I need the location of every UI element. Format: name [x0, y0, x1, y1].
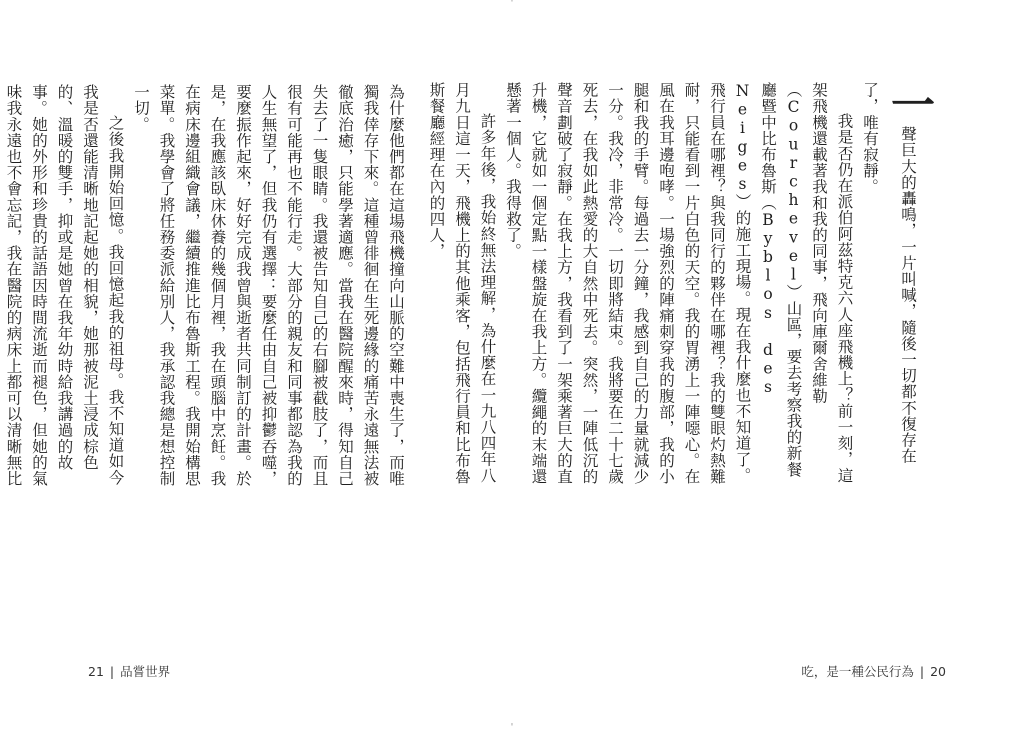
right-page-body: [427, 82, 934, 492]
left-page-number: 21: [88, 664, 104, 679]
left-paragraph-2: 之後我開始回憶。我回憶起我的祖母。我不知道如今我是否還能清晰地記起她的相貌，她那被泥土浸成棕色的、溫暖的雙手，抑或是她曾在我年幼時給我講過的故事。她的外形和珍貴的話語因時間流逝而褪色，但她的氣味我永遠也不會忘記，我在醫院的病床上都可以清晰無比: [4, 84, 125, 487]
right-paragraph-1-text: 聲巨大的轟鳴，一片叫喊，隨後一切都不復存在了，唯有寂靜。: [861, 82, 917, 465]
left-page-body: [4, 84, 408, 494]
right-page-number: 20: [930, 664, 946, 679]
right-paragraph-1: [857, 82, 934, 492]
right-page: [427, 0, 1024, 732]
right-running-title: 吃，是一種公民行為: [801, 664, 914, 679]
footer-divider: |: [109, 664, 115, 679]
right-paragraph-3: 許多年後，我始終無法理解，為什麼在一九八四年八月九日這一天，飛機上的其他乘客，包括飛行員和比布魯斯餐廳經理在內的四人，: [427, 82, 497, 485]
left-paragraph-1: 為什麼他們都在這場飛機撞向山脈的空難中喪生了，而唯獨我倖存下來。這種曾徘徊在生死邊緣的痛苦永遠無法被徹底治癒，只能學著適應。當我在醫院醒來時，得知自己失去了一隻眼睛。我還被告知自己的右腳被截肢了，而且很有可能再也不能行走。大部分的親友和同事都認為我的人生無望了，但我仍有選擇：要麼任由自己被抑鬱吞噬，要麼振作起來，好好完成我曾與逝者共同制訂的計畫。於是，在我應該臥床休養的幾個月裡，我在頭腦中烹飪。我在病床邊組織會議，繼續推進比布魯斯工程。我開始構思菜單。我學會了將任務委派給別人，我承認我總是想控制一切。: [132, 84, 405, 487]
left-running-title: 品嘗世界: [120, 664, 171, 679]
right-paragraph-2: 我是否仍在派伯阿茲特克六人座飛機上？前一刻，這架飛機還載著我和我的同事，飛向庫爾舍維勒（Courchevel）山區，要去考察我的新餐廳暨中比布魯斯（Byblos des Neiges）的施工現場。現在我什麼也不知道了。飛行員在哪裡？與我同行的夥伴在哪裡？我的雙眼灼熱難耐，只能看到一片白色的天空。我的胃湧上一陣噁心。在風在我耳邊咆哮。一場強烈的陣痛刺穿我的腹部，我的小腿和我的手臂。每過去一分鐘，我感到自己的力量就減少一分。我冷，非常冷。一切即將結束。我將要在二十七歲死去，在我如此熱愛的大自然中死去。突然，一陣低沉的聲音劃破了寂靜。在我上方，我看到了一架乘著巨大的直升機，它就如一個定點一樣盤旋在我上方。纜繩的末端還懸著一個人。我得救了。: [504, 82, 854, 485]
right-page-footer: [801, 662, 946, 680]
crop-mark-bottom: ': [510, 723, 514, 733]
left-page-footer: [88, 662, 170, 680]
footer-divider: |: [919, 664, 925, 679]
crop-mark-top: ': [510, 0, 514, 9]
drop-cap: 一: [883, 82, 934, 127]
